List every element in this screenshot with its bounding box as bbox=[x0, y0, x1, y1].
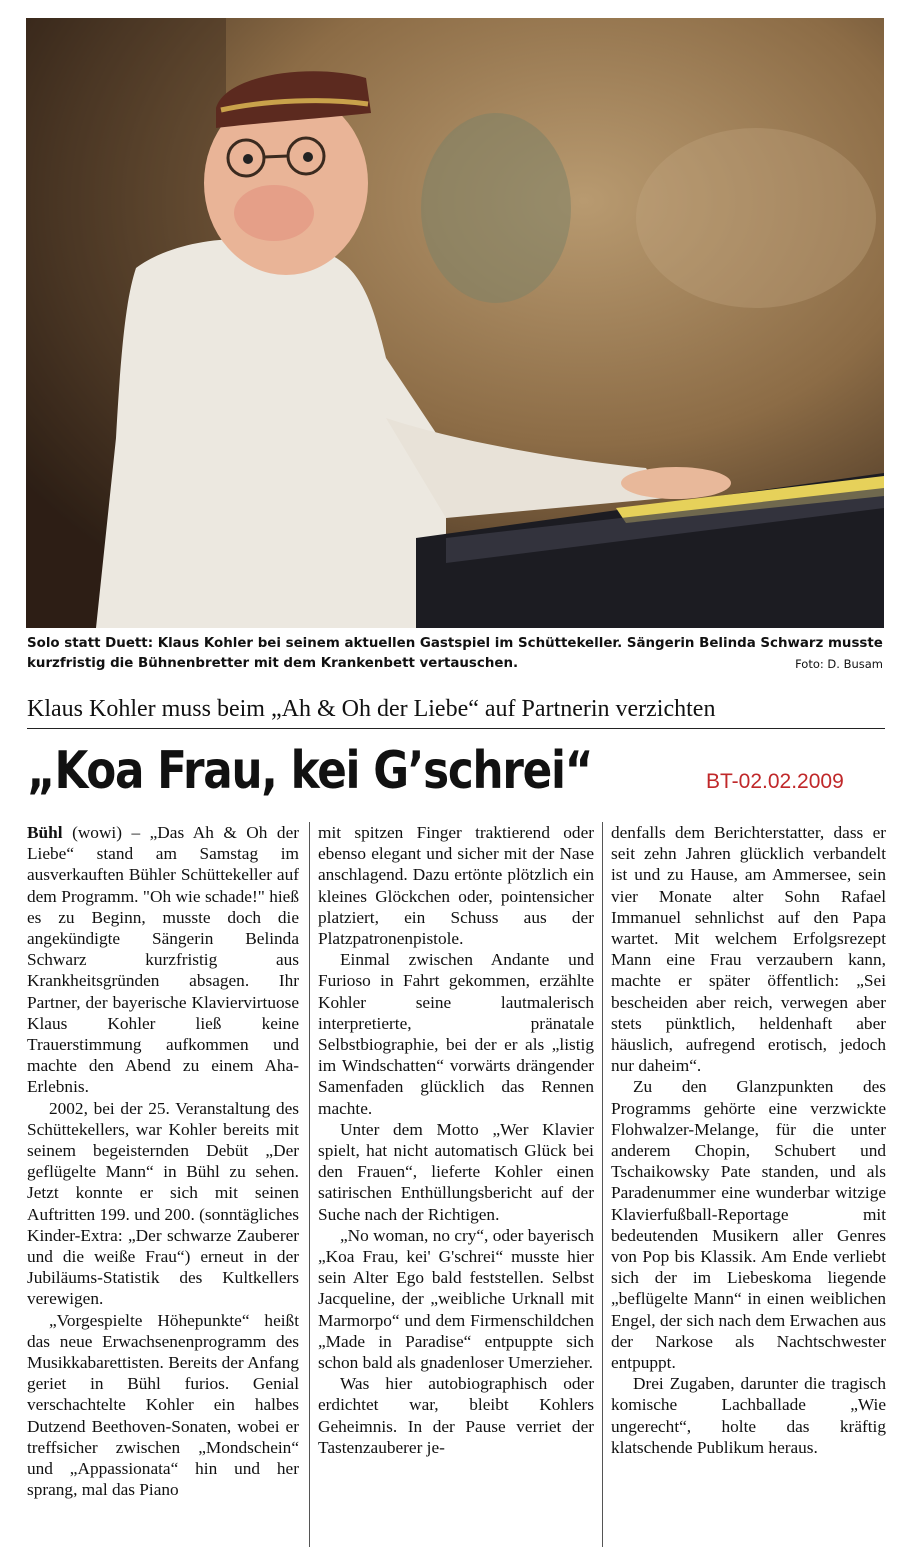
kicker-line: Klaus Kohler muss beim „Ah & Oh der Liebe“ auf Partnerin verzichten bbox=[27, 696, 716, 722]
article-paragraph bbox=[27, 822, 299, 1098]
date-stamp: BT-02.02.2009 bbox=[706, 770, 844, 793]
headline: „Koa Frau, kei G’schrei“ bbox=[27, 741, 593, 801]
article-paragraph: Was hier autobiographisch oder erdichtet war, bleibt Kohlers Geheimnis. In der Pause verriet der Tastenzauberer je- bbox=[318, 1374, 594, 1457]
column-divider bbox=[309, 822, 310, 1547]
caption-text: Solo statt Duett: Klaus Kohler bei seinem aktuellen Gastspiel im Schüttekeller. Sängerin Belinda Schwarz musste kurzfristig die Bühnenbretter mit dem Krankenbett vertauschen. bbox=[27, 636, 883, 671]
article-paragraph: „Vorgespielte Höhepunkte“ heißt das neue Erwachsenenprogramm des Musikkabarettisten. Bereits der Anfang geriet in Bühl furios. Genial verschachtelte Kohler ein halbes Dutzend Beethoven-Sonaten, wobei er treffsicher zwischen „Mondschein“ und „Appassionata“ hin und her sprang, mal das Piano bbox=[27, 1310, 299, 1500]
photo-credit: Foto: D. Busam bbox=[795, 657, 883, 671]
article-paragraph: denfalls dem Berichterstatter, dass er seit zehn Jahren glücklich verbandelt ist und zu Hause, am Ammersee, sein vier Monate alter Sohn Rafael Immanuel sehnlichst auf den Papa wartet. Mit welchem Erfolgsrezept Mann eine Frau verzaubern kann, machte er später öffentlich: „Sei bescheiden aber reich, verwegen aber stets pünktlich, heldenhaft aber häuslich, aufregend erotisch, jedoch nur daheim“. bbox=[611, 823, 886, 1076]
article-paragraph: „No woman, no cry“, oder bayerisch „Koa Frau, kei' G'schrei“ musste hier sein Alter Ego bald feststellen. Selbst Jacqueline, der „weibliche Urknall mit Marmorpo“ und dem Firmenschildchen „Made in Paradise“ entpuppte sich schon bald als gnadenloser Umerzieher. bbox=[318, 1225, 594, 1373]
article-paragraph: Unter dem Motto „Wer Klavier spielt, hat nicht automatisch Glück bei den Frauen“, lieferte Kohler einen satirischen Enthüllungsbericht auf der Suche nach der Richtigen. bbox=[318, 1119, 594, 1224]
photo-caption bbox=[27, 634, 887, 674]
photo-illustration bbox=[26, 18, 884, 628]
article-paragraph: Drei Zugaben, darunter die tragisch komische Lachballade „Wie ungerecht“, holte das kräftig klatschende Publikum heraus. bbox=[611, 1374, 886, 1457]
dateline: Bühl bbox=[27, 823, 63, 842]
article-photo bbox=[26, 18, 884, 628]
article-column-2 bbox=[318, 822, 594, 1458]
article-column-1 bbox=[27, 822, 299, 1501]
article-column-3 bbox=[611, 822, 886, 1458]
article-paragraph: 2002, bei der 25. Veranstaltung des Schüttekellers, war Kohler bereits mit seinem begeisternden Debüt „Der geflügelte Mann“ in Bühl zu sehen. Jetzt konnte er sich mit seinen Auftritten 199. und 200. (sonntägliches Kinder-Extra: „Der schwarze Zauberer und die weiße Frau“) erneut in der Jubiläums-Statistik des Kultkellers verewigen. bbox=[27, 1098, 299, 1309]
article-paragraph: Zu den Glanzpunkten des Programms gehörte eine verzwickte Flohwalzer-Melange, für die unter anderem Chopin, Schubert und Tschaikowsky Pate standen, und als Paradenummer eine wunderbar witzige Klavierfußball-Reportage mit bedeutenden Musikern aller Genres von Pop bis Klassik. Am Ende verliebt sich der im Liebeskoma liegende „beflügelte Mann“ in einen weiblichen Engel, der sich nach dem Erwachen aus der Narkose als Nachtschwester entpuppt. bbox=[611, 1077, 886, 1373]
kicker-divider bbox=[27, 728, 885, 729]
article-paragraph: mit spitzen Finger traktierend oder ebenso elegant und sicher mit der Nase anschlagend. Dazu ertönte plötzlich ein kleines Glöckchen oder, pointensicher platziert, ein Schuss aus der Platzpatronenpistole. bbox=[318, 823, 594, 949]
article-paragraph: Einmal zwischen Andante und Furioso in Fahrt gekommen, erzählte Kohler seine lautmalerisch interpretierte, pränatale Selbstbiographie, bei der er als „listig im Windschatten“ vorwärts drängender Samenfaden glücklich das Rennen machte. bbox=[318, 950, 594, 1118]
column-divider bbox=[602, 822, 603, 1547]
paragraph-text: (wowi) – „Das Ah & Oh der Liebe“ stand am Samstag im ausverkauften Bühler Schüttekeller auf dem Programm. "Oh wie schade!" hieß es zu Beginn, musste doch die angekündigte Sängerin Belinda Schwarz kurzfristig aus Krankheitsgründen absagen. Ihr Partner, der bayerische Klaviervirtuose Klaus Kohler ließ keine Trauerstimmung aufkommen und machte den Abend zu einem Aha-Erlebnis. bbox=[27, 823, 299, 1097]
